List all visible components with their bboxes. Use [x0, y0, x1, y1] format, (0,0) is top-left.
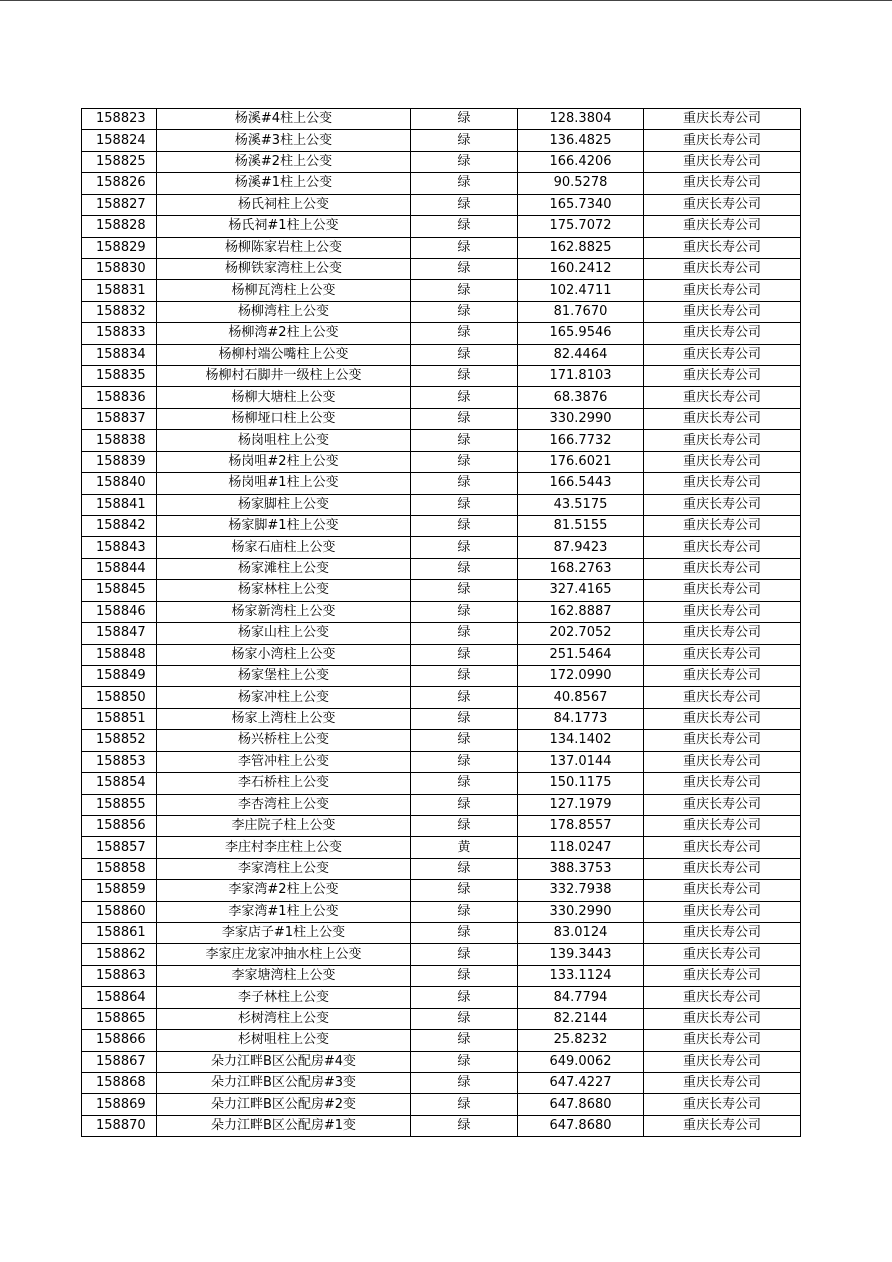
- cell-status: 绿: [411, 473, 518, 494]
- cell-name: 杨溪#4柱上公变: [157, 109, 411, 130]
- cell-name: 李家湾#2柱上公变: [157, 880, 411, 901]
- cell-value: 81.5155: [518, 516, 644, 537]
- cell-company: 重庆长寿公司: [644, 815, 801, 836]
- cell-name: 李杏湾柱上公变: [157, 794, 411, 815]
- table-row: [82, 1008, 801, 1029]
- cell-name: 杨家堡柱上公变: [157, 665, 411, 686]
- cell-name: 杨溪#3柱上公变: [157, 130, 411, 151]
- cell-value: 647.8680: [518, 1094, 644, 1115]
- cell-status: 绿: [411, 944, 518, 965]
- cell-value: 90.5278: [518, 173, 644, 194]
- cell-company: 重庆长寿公司: [644, 601, 801, 622]
- cell-name: 朵力江畔B区公配房#3变: [157, 1072, 411, 1093]
- cell-company: 重庆长寿公司: [644, 858, 801, 879]
- cell-company: 重庆长寿公司: [644, 366, 801, 387]
- cell-value: 166.7732: [518, 430, 644, 451]
- cell-name: 李庄院子柱上公变: [157, 815, 411, 836]
- cell-id: 158826: [82, 173, 157, 194]
- cell-value: 40.8567: [518, 687, 644, 708]
- cell-id: 158856: [82, 815, 157, 836]
- cell-name: 杨家石庙柱上公变: [157, 537, 411, 558]
- cell-status: 绿: [411, 580, 518, 601]
- cell-company: 重庆长寿公司: [644, 430, 801, 451]
- cell-id: 158865: [82, 1008, 157, 1029]
- cell-name: 李子林柱上公变: [157, 987, 411, 1008]
- cell-name: 杨柳瓦湾柱上公变: [157, 280, 411, 301]
- cell-status: 绿: [411, 665, 518, 686]
- cell-status: 绿: [411, 1051, 518, 1072]
- cell-id: 158836: [82, 387, 157, 408]
- table-row: [82, 408, 801, 429]
- table-row: [82, 216, 801, 237]
- table-row: [82, 558, 801, 579]
- cell-name: 李家湾柱上公变: [157, 858, 411, 879]
- cell-name: 杨氏祠柱上公变: [157, 194, 411, 215]
- cell-company: 重庆长寿公司: [644, 944, 801, 965]
- cell-company: 重庆长寿公司: [644, 301, 801, 322]
- cell-name: 杨家新湾柱上公变: [157, 601, 411, 622]
- cell-status: 绿: [411, 516, 518, 537]
- cell-value: 43.5175: [518, 494, 644, 515]
- cell-status: 绿: [411, 601, 518, 622]
- cell-value: 25.8232: [518, 1030, 644, 1051]
- cell-name: 李家庄龙家冲抽水柱上公变: [157, 944, 411, 965]
- cell-id: 158866: [82, 1030, 157, 1051]
- cell-status: 绿: [411, 344, 518, 365]
- cell-company: 重庆长寿公司: [644, 194, 801, 215]
- cell-name: 朵力江畔B区公配房#4变: [157, 1051, 411, 1072]
- cell-name: 杨岗咀柱上公变: [157, 430, 411, 451]
- table-row: [82, 280, 801, 301]
- cell-value: 162.8887: [518, 601, 644, 622]
- cell-status: 绿: [411, 923, 518, 944]
- table-row: [82, 601, 801, 622]
- cell-id: 158857: [82, 837, 157, 858]
- cell-id: 158827: [82, 194, 157, 215]
- cell-status: 绿: [411, 408, 518, 429]
- table-row: [82, 1072, 801, 1093]
- cell-name: 杨柳陈家岩柱上公变: [157, 237, 411, 258]
- cell-company: 重庆长寿公司: [644, 901, 801, 922]
- cell-name: 杨柳垭口柱上公变: [157, 408, 411, 429]
- table-row: [82, 1051, 801, 1072]
- cell-company: 重庆长寿公司: [644, 258, 801, 279]
- cell-company: 重庆长寿公司: [644, 923, 801, 944]
- table-row: [82, 987, 801, 1008]
- cell-value: 172.0990: [518, 665, 644, 686]
- cell-status: 绿: [411, 1115, 518, 1136]
- cell-status: 绿: [411, 430, 518, 451]
- cell-status: 绿: [411, 151, 518, 172]
- cell-value: 83.0124: [518, 923, 644, 944]
- cell-id: 158853: [82, 751, 157, 772]
- table-row: [82, 794, 801, 815]
- cell-value: 178.8557: [518, 815, 644, 836]
- cell-value: 136.4825: [518, 130, 644, 151]
- cell-value: 171.8103: [518, 366, 644, 387]
- cell-value: 137.0144: [518, 751, 644, 772]
- cell-id: 158855: [82, 794, 157, 815]
- cell-status: 绿: [411, 730, 518, 751]
- cell-company: 重庆长寿公司: [644, 451, 801, 472]
- table-row: [82, 815, 801, 836]
- cell-company: 重庆长寿公司: [644, 494, 801, 515]
- cell-status: 绿: [411, 708, 518, 729]
- cell-status: 绿: [411, 537, 518, 558]
- cell-id: 158858: [82, 858, 157, 879]
- cell-id: 158824: [82, 130, 157, 151]
- cell-id: 158829: [82, 237, 157, 258]
- cell-value: 68.3876: [518, 387, 644, 408]
- cell-company: 重庆长寿公司: [644, 730, 801, 751]
- cell-name: 杉树咀柱上公变: [157, 1030, 411, 1051]
- cell-company: 重庆长寿公司: [644, 516, 801, 537]
- cell-value: 388.3753: [518, 858, 644, 879]
- cell-name: 杨家山柱上公变: [157, 623, 411, 644]
- cell-company: 重庆长寿公司: [644, 1051, 801, 1072]
- cell-id: 158863: [82, 965, 157, 986]
- cell-name: 杨家林柱上公变: [157, 580, 411, 601]
- cell-status: 绿: [411, 366, 518, 387]
- cell-value: 647.8680: [518, 1115, 644, 1136]
- cell-name: 杨柳湾柱上公变: [157, 301, 411, 322]
- cell-company: 重庆长寿公司: [644, 623, 801, 644]
- table-row: [82, 301, 801, 322]
- cell-status: 绿: [411, 623, 518, 644]
- cell-company: 重庆长寿公司: [644, 773, 801, 794]
- cell-value: 176.6021: [518, 451, 644, 472]
- cell-name: 李庄村李庄柱上公变: [157, 837, 411, 858]
- table-row: [82, 323, 801, 344]
- cell-value: 251.5464: [518, 644, 644, 665]
- cell-status: 绿: [411, 301, 518, 322]
- cell-company: 重庆长寿公司: [644, 708, 801, 729]
- cell-name: 李家店子#1柱上公变: [157, 923, 411, 944]
- cell-value: 134.1402: [518, 730, 644, 751]
- cell-status: 绿: [411, 815, 518, 836]
- table-row: [82, 623, 801, 644]
- cell-id: 158842: [82, 516, 157, 537]
- table-row: [82, 494, 801, 515]
- table-row: [82, 344, 801, 365]
- cell-status: 绿: [411, 965, 518, 986]
- cell-status: 绿: [411, 644, 518, 665]
- cell-name: 朵力江畔B区公配房#1变: [157, 1115, 411, 1136]
- cell-id: 158852: [82, 730, 157, 751]
- table-row: [82, 366, 801, 387]
- cell-status: 绿: [411, 109, 518, 130]
- cell-company: 重庆长寿公司: [644, 1094, 801, 1115]
- cell-company: 重庆长寿公司: [644, 473, 801, 494]
- cell-name: 李石桥柱上公变: [157, 773, 411, 794]
- cell-company: 重庆长寿公司: [644, 965, 801, 986]
- cell-status: 绿: [411, 1030, 518, 1051]
- table-row: [82, 237, 801, 258]
- table-row: [82, 837, 801, 858]
- cell-value: 327.4165: [518, 580, 644, 601]
- cell-status: 绿: [411, 773, 518, 794]
- cell-name: 李管冲柱上公变: [157, 751, 411, 772]
- cell-value: 128.3804: [518, 109, 644, 130]
- cell-value: 166.5443: [518, 473, 644, 494]
- cell-status: 绿: [411, 858, 518, 879]
- cell-id: 158838: [82, 430, 157, 451]
- table-row: [82, 708, 801, 729]
- cell-id: 158831: [82, 280, 157, 301]
- cell-value: 332.7938: [518, 880, 644, 901]
- cell-status: 绿: [411, 1072, 518, 1093]
- cell-id: 158860: [82, 901, 157, 922]
- table-row: [82, 258, 801, 279]
- cell-status: 黄: [411, 837, 518, 858]
- cell-id: 158847: [82, 623, 157, 644]
- cell-value: 84.1773: [518, 708, 644, 729]
- cell-company: 重庆长寿公司: [644, 880, 801, 901]
- cell-company: 重庆长寿公司: [644, 687, 801, 708]
- cell-status: 绿: [411, 751, 518, 772]
- cell-company: 重庆长寿公司: [644, 1008, 801, 1029]
- page-top-border: [0, 0, 892, 1]
- cell-company: 重庆长寿公司: [644, 237, 801, 258]
- cell-status: 绿: [411, 194, 518, 215]
- transformer-table: [81, 108, 801, 1137]
- cell-name: 杨家滩柱上公变: [157, 558, 411, 579]
- cell-status: 绿: [411, 216, 518, 237]
- cell-value: 168.2763: [518, 558, 644, 579]
- cell-name: 杨柳村端公嘴柱上公变: [157, 344, 411, 365]
- cell-name: 杨岗咀#2柱上公变: [157, 451, 411, 472]
- table-row: [82, 730, 801, 751]
- cell-name: 杨家上湾柱上公变: [157, 708, 411, 729]
- cell-id: 158859: [82, 880, 157, 901]
- table-row: [82, 516, 801, 537]
- cell-id: 158828: [82, 216, 157, 237]
- cell-company: 重庆长寿公司: [644, 987, 801, 1008]
- cell-name: 杨柳大塘柱上公变: [157, 387, 411, 408]
- cell-name: 杨氏祠#1柱上公变: [157, 216, 411, 237]
- cell-id: 158843: [82, 537, 157, 558]
- cell-name: 杨岗咀#1柱上公变: [157, 473, 411, 494]
- cell-company: 重庆长寿公司: [644, 837, 801, 858]
- cell-id: 158870: [82, 1115, 157, 1136]
- cell-id: 158832: [82, 301, 157, 322]
- cell-name: 杨溪#1柱上公变: [157, 173, 411, 194]
- cell-id: 158851: [82, 708, 157, 729]
- cell-id: 158867: [82, 1051, 157, 1072]
- cell-company: 重庆长寿公司: [644, 216, 801, 237]
- cell-id: 158825: [82, 151, 157, 172]
- cell-value: 84.7794: [518, 987, 644, 1008]
- cell-value: 87.9423: [518, 537, 644, 558]
- cell-id: 158844: [82, 558, 157, 579]
- cell-id: 158869: [82, 1094, 157, 1115]
- cell-name: 杨溪#2柱上公变: [157, 151, 411, 172]
- cell-value: 647.4227: [518, 1072, 644, 1093]
- cell-status: 绿: [411, 237, 518, 258]
- cell-id: 158830: [82, 258, 157, 279]
- cell-id: 158846: [82, 601, 157, 622]
- cell-value: 166.4206: [518, 151, 644, 172]
- cell-id: 158837: [82, 408, 157, 429]
- table-row: [82, 130, 801, 151]
- table-row: [82, 923, 801, 944]
- cell-status: 绿: [411, 280, 518, 301]
- cell-name: 杨家冲柱上公变: [157, 687, 411, 708]
- cell-company: 重庆长寿公司: [644, 1115, 801, 1136]
- cell-status: 绿: [411, 1094, 518, 1115]
- table-row: [82, 473, 801, 494]
- cell-name: 李家湾#1柱上公变: [157, 901, 411, 922]
- cell-status: 绿: [411, 130, 518, 151]
- cell-value: 81.7670: [518, 301, 644, 322]
- cell-id: 158861: [82, 923, 157, 944]
- cell-id: 158841: [82, 494, 157, 515]
- table-row: [82, 901, 801, 922]
- table-row: [82, 1094, 801, 1115]
- cell-company: 重庆长寿公司: [644, 151, 801, 172]
- cell-name: 杨家脚柱上公变: [157, 494, 411, 515]
- cell-name: 杨柳铁家湾柱上公变: [157, 258, 411, 279]
- table-body: [82, 109, 801, 1137]
- cell-company: 重庆长寿公司: [644, 173, 801, 194]
- cell-value: 160.2412: [518, 258, 644, 279]
- cell-value: 165.9546: [518, 323, 644, 344]
- table-row: [82, 773, 801, 794]
- cell-company: 重庆长寿公司: [644, 280, 801, 301]
- table-row: [82, 1115, 801, 1136]
- cell-status: 绿: [411, 687, 518, 708]
- table-row: [82, 430, 801, 451]
- cell-name: 杨柳湾#2柱上公变: [157, 323, 411, 344]
- table-row: [82, 944, 801, 965]
- cell-name: 朵力江畔B区公配房#2变: [157, 1094, 411, 1115]
- table-row: [82, 665, 801, 686]
- cell-status: 绿: [411, 387, 518, 408]
- cell-company: 重庆长寿公司: [644, 323, 801, 344]
- cell-id: 158823: [82, 109, 157, 130]
- cell-value: 175.7072: [518, 216, 644, 237]
- cell-value: 202.7052: [518, 623, 644, 644]
- cell-id: 158848: [82, 644, 157, 665]
- cell-value: 162.8825: [518, 237, 644, 258]
- cell-company: 重庆长寿公司: [644, 130, 801, 151]
- cell-status: 绿: [411, 880, 518, 901]
- cell-id: 158845: [82, 580, 157, 601]
- cell-id: 158835: [82, 366, 157, 387]
- table-row: [82, 173, 801, 194]
- cell-company: 重庆长寿公司: [644, 580, 801, 601]
- cell-name: 杨家小湾柱上公变: [157, 644, 411, 665]
- cell-id: 158839: [82, 451, 157, 472]
- cell-id: 158850: [82, 687, 157, 708]
- cell-id: 158854: [82, 773, 157, 794]
- cell-company: 重庆长寿公司: [644, 1072, 801, 1093]
- table-row: [82, 880, 801, 901]
- table-row: [82, 537, 801, 558]
- cell-company: 重庆长寿公司: [644, 537, 801, 558]
- cell-id: 158862: [82, 944, 157, 965]
- cell-value: 82.2144: [518, 1008, 644, 1029]
- cell-id: 158840: [82, 473, 157, 494]
- cell-value: 150.1175: [518, 773, 644, 794]
- cell-name: 李家塘湾柱上公变: [157, 965, 411, 986]
- cell-value: 139.3443: [518, 944, 644, 965]
- cell-company: 重庆长寿公司: [644, 408, 801, 429]
- cell-status: 绿: [411, 258, 518, 279]
- table-row: [82, 644, 801, 665]
- table-row: [82, 858, 801, 879]
- cell-status: 绿: [411, 1008, 518, 1029]
- cell-id: 158834: [82, 344, 157, 365]
- cell-status: 绿: [411, 323, 518, 344]
- table-row: [82, 194, 801, 215]
- cell-company: 重庆长寿公司: [644, 644, 801, 665]
- cell-value: 649.0062: [518, 1051, 644, 1072]
- cell-id: 158833: [82, 323, 157, 344]
- cell-value: 127.1979: [518, 794, 644, 815]
- cell-status: 绿: [411, 794, 518, 815]
- cell-company: 重庆长寿公司: [644, 344, 801, 365]
- cell-company: 重庆长寿公司: [644, 751, 801, 772]
- cell-value: 82.4464: [518, 344, 644, 365]
- cell-value: 330.2990: [518, 901, 644, 922]
- cell-id: 158849: [82, 665, 157, 686]
- cell-value: 118.0247: [518, 837, 644, 858]
- cell-status: 绿: [411, 558, 518, 579]
- cell-value: 165.7340: [518, 194, 644, 215]
- table-row: [82, 751, 801, 772]
- cell-company: 重庆长寿公司: [644, 665, 801, 686]
- table-row: [82, 580, 801, 601]
- cell-status: 绿: [411, 494, 518, 515]
- cell-name: 杨家脚#1柱上公变: [157, 516, 411, 537]
- cell-value: 133.1124: [518, 965, 644, 986]
- table-row: [82, 451, 801, 472]
- cell-name: 杨兴桥柱上公变: [157, 730, 411, 751]
- table-row: [82, 387, 801, 408]
- cell-status: 绿: [411, 451, 518, 472]
- table-row: [82, 151, 801, 172]
- cell-company: 重庆长寿公司: [644, 1030, 801, 1051]
- cell-id: 158868: [82, 1072, 157, 1093]
- table-row: [82, 1030, 801, 1051]
- cell-name: 杉树湾柱上公变: [157, 1008, 411, 1029]
- cell-value: 330.2990: [518, 408, 644, 429]
- cell-id: 158864: [82, 987, 157, 1008]
- cell-company: 重庆长寿公司: [644, 558, 801, 579]
- table-row: [82, 687, 801, 708]
- cell-company: 重庆长寿公司: [644, 794, 801, 815]
- table-row: [82, 965, 801, 986]
- table-row: [82, 109, 801, 130]
- cell-company: 重庆长寿公司: [644, 387, 801, 408]
- cell-status: 绿: [411, 987, 518, 1008]
- cell-name: 杨柳村石脚井一级柱上公变: [157, 366, 411, 387]
- cell-company: 重庆长寿公司: [644, 109, 801, 130]
- cell-value: 102.4711: [518, 280, 644, 301]
- cell-status: 绿: [411, 901, 518, 922]
- cell-status: 绿: [411, 173, 518, 194]
